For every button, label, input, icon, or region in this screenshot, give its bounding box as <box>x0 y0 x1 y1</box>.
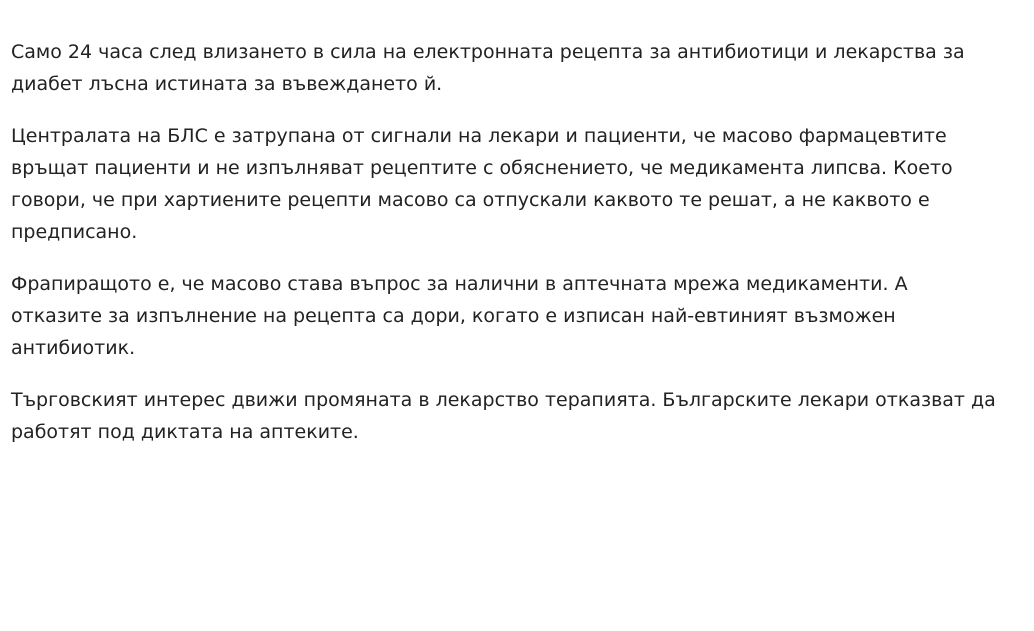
article-paragraph-1: Само 24 часа след влизането в сила на електронната рецепта за антибиотици и лекарства за диабет лъсна истината за въвеждането й. <box>11 41 965 95</box>
article-paragraph-3: Фрапиращото е, че масово става въпрос за налични в аптечната мрежа медикаменти. А отказите за изпълнение на рецепта са дори, когато е изписан най-евтиният възможен антибиотик. <box>11 273 908 359</box>
article-paragraph-2: Централата на БЛС е затрупана от сигнали на лекари и пациенти, че масово фармацевтите връщат пациенти и не изпълняват рецептите с обяснението, че медикамента липсва. Което говори, че при хартиените рецепти масово са отпускали каквото те решат, а не каквото е предписано. <box>11 125 953 243</box>
article-body <box>11 36 1001 448</box>
article-paragraph-4: Търговският интерес движи промяната в лекарство терапията. Българските лекари отказват да работят под диктата на аптеките. <box>11 389 996 443</box>
